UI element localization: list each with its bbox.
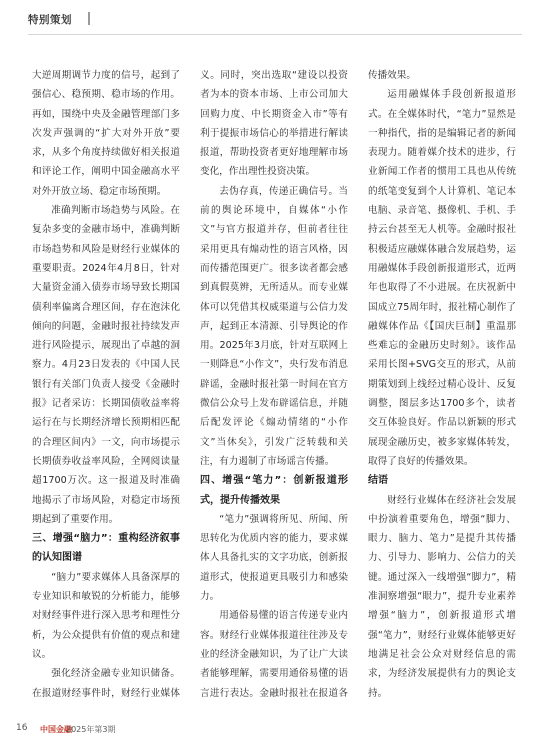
section-heading: 结语 — [368, 475, 388, 487]
paragraph: 用通俗易懂的语言传递专业内容。财经行业媒体报道往往涉及专业的经济金融知识，为了让广大读者能够理解，需要用通俗易懂的语言进行表达。金融时报社在报道各 — [200, 610, 348, 699]
section-heading: 四、增强“笔力”：创新报道形式，提升传播效果 — [200, 475, 348, 506]
paragraph: 去伪存真，传递正确信号。当前的舆论环境中，自媒体“小作文”与官方报道并存，但前者往往采用更具有煽动性的语言风格，因而传播范围更广。很多读者都会感到真假莫辨，无所适从。而专业媒体可以凭借其权威渠道与公信力发声，起到正本清源、引导舆论的作用。2025年3月底，针对互联网上一则降息“小作文”，央行发布消息辟谣，金融时报社第一时间在官方微信公众号上发布辟谣信息，并随后配发评论《煽动情绪的“小作文”当休矣》，引发广泛转载和关注，有力遏制了市场谣言传播。 — [200, 185, 348, 467]
section-heading: 三、增强“脑力”：重构经济叙事的认知图谱 — [32, 533, 180, 564]
text-column-1 — [32, 66, 180, 706]
page-footer — [0, 715, 550, 745]
section-divider — [88, 12, 90, 25]
paragraph: 准确判断市场趋势与风险。在复杂多变的金融市场中，准确判断市场趋势和风险是财经行业媒体的重要职责。2024年4月8日，针对大量资金涌入债券市场导致长期国债利率偏离合理区间，存在泡沫化倾向的问题，金融时报社持续发声进行风险提示，展现出了卓越的洞察力。4月23日发表的《中国人民银行有关部门负责人接受《金融时报》记者采访：长期国债收益率将运行在与长期经济增长预期相匹配的合理区间内》一文，向市场提示长期债券收益率风险，全网阅读量超1700万次。这一报道及时准确地揭示了市场风险，对稳定市场预期起到了重要作用。 — [32, 205, 180, 525]
paragraph: “脑力”要求媒体人具备深厚的专业知识和敏锐的分析能力，能够对财经事件进行深入思考和理性分析，为公众提供有价值的观点和建议。 — [32, 571, 180, 660]
paragraph — [368, 703, 516, 706]
paragraph: 财经行业媒体在经济社会发展中扮演着重要角色，增强“脚力、眼力、脑力、笔力”是提升其传播力、引导力、影响力、公信力的关键。通过深入一线增强“脚力”，精准洞察增强“眼力”，提升专业素养增强“脑力”，创新报道形式增强“笔力”，财经行业媒体能够更好地满足社会公众对财经信息的需求，为经济发展提供有力的舆论支持。 — [368, 494, 516, 699]
text-column-3 — [368, 66, 516, 706]
paragraph: 传播效果。 — [368, 70, 416, 81]
header-rule — [28, 34, 522, 35]
paragraph: 大逆周期调节力度的信号，起到了强信心、稳预期、稳市场的作用。再如，围绕中央及金融管理部门多次发声强调的“扩大对外开放”要求，从多个角度持续做好相关报道和评论工作，阐明中国金融高水平对外开放立场、稳定市场预期。 — [32, 70, 180, 197]
section-label: 特别策划 — [28, 14, 72, 26]
magazine-logo: 中国金融 — [40, 724, 72, 734]
paragraph: 运用融媒体手段创新报道形式。在全媒体时代，“笔力”显然是一种指代，指的是编辑记者的新闻表现力。随着媒介技术的进步，行业新闻工作者的惯用工具也从传统的纸笔变复到个人计算机、笔记本电脑、录音笔、摄像机、手机、手持云台甚至无人机等。金融时报社积极适应融媒体融合发展趋势，运用融媒体手段创新报道形式，近两年也取得了不小进展。在庆祝新中国成立75周年时，报社精心制作了融媒体作品《【国庆巨制】重温那些难忘的金融历史时刻》。该作品采用长图+SVG交互的形式，从前期策划到上线经过精心设计、反复调整，图层多达1700多个，读者交互体验良好。作品以新颖的形式展现金融历史，被多家媒体转发，取得了良好的传播效果。 — [368, 89, 516, 467]
issue-label: 2025年第3期 — [66, 725, 116, 734]
page-number: 16 — [16, 723, 28, 733]
paragraph: 强化经济金融专业知识储备。在报道财经事件时，财经行业媒体 — [32, 668, 180, 699]
text-column-2 — [200, 66, 348, 706]
paragraph: 义。同时，突出选取“建设以投资者为本的资本市场、上市公司加大回购力度、中长期资金入市”等有利于提振市场信心的举措进行解读报道，帮助投资者更好地理解市场变化，作出理性投资决策。 — [200, 70, 348, 178]
paragraph: “笔力”强调将所见、所闻、所思转化为优质内容的能力，要求媒体人具备扎实的文字功底，创新报道形式，使报道更具吸引力和感染力。 — [200, 513, 348, 603]
page-header — [0, 0, 550, 40]
